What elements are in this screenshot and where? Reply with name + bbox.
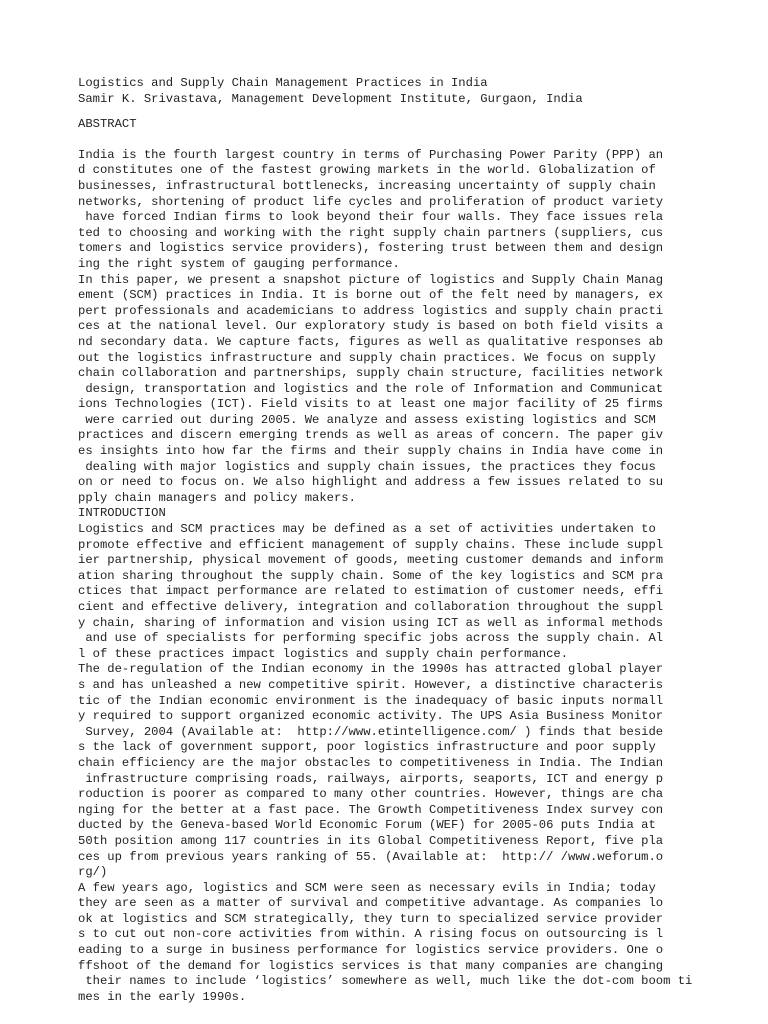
body-line: ement (SCM) practices in India. It is borne out of the felt need by managers, ex — [78, 288, 664, 303]
body-line: ctices that impact performance are related to estimation of customer needs, effi — [78, 584, 664, 599]
body-line: s the lack of government support, poor logistics infrastructure and poor supply — [78, 740, 656, 755]
body-line: networks, shortening of product life cycles and proliferation of product variety — [78, 194, 664, 209]
body-line: mes in the early 1990s. — [78, 989, 247, 1004]
body-line: India is the fourth largest country in terms of Purchasing Power Parity (PPP) an — [78, 147, 664, 162]
paper-title: Logistics and Supply Chain Management Practices in India — [78, 76, 488, 90]
body-line: their names to include ‘logistics’ somewhere as well, much like the dot-com boom ti — [78, 974, 693, 989]
body-line: d constitutes one of the fastest growing markets in the world. Globalization of — [78, 163, 656, 178]
body-line: cient and effective delivery, integration and collaboration throughout the suppl — [78, 600, 664, 614]
body-line: rg/) — [78, 865, 108, 880]
body-line: eading to a surge in business performance for logistics service providers. One o — [78, 943, 664, 958]
body-line: ces up from previous years ranking of 55. (Available at: http:// /www.weforum.o — [78, 849, 664, 864]
body-line: roduction is poorer as compared to many other countries. However, things are cha — [78, 787, 664, 802]
body-line: ffshoot of the demand for logistics services is that many companies are changing — [78, 958, 664, 973]
body-line: on or need to focus on. We also highlight and address a few issues related to su — [78, 475, 664, 490]
body-line: es insights into how far the firms and their supply chains in India have come in — [78, 444, 664, 459]
body-line: l of these practices impact logistics and supply chain performance. — [78, 646, 569, 661]
body-line: ces at the national level. Our exploratory study is based on both field visits a — [78, 319, 664, 334]
body-line: 50th position among 117 countries in its Global Competitiveness Report, five pla — [78, 833, 664, 848]
body-line: nging for the better at a fast pace. The Growth Competitiveness Index survey con — [78, 802, 664, 817]
body-line: tic of the Indian economic environment is the inadequacy of basic inputs normall — [78, 693, 664, 708]
body-line: ions Technologies (ICT). Field visits to at least one major facility of 25 firms — [78, 397, 664, 412]
body-line: y required to support organized economic activity. The UPS Asia Business Monitor — [78, 709, 664, 724]
body-line: tomers and logistics service providers), fostering trust between them and design — [78, 241, 664, 256]
body-line: pert professionals and academicians to address logistics and supply chain practi — [78, 303, 664, 318]
body-line: s and has unleashed a new competitive spirit. However, a distinctive characteris — [78, 677, 664, 692]
body-line: have forced Indian firms to look beyond their four walls. They face issues rela — [78, 210, 664, 225]
body-line: Logistics and SCM practices may be defined as a set of activities undertaken to — [78, 522, 656, 537]
body-line: chain efficiency are the major obstacles to competitiveness in India. The Indian — [78, 755, 664, 770]
body-line: y chain, sharing of information and vision using ICT as well as informal methods — [78, 615, 664, 630]
body-line: s to cut out non-core activities from within. A rising focus on outsourcing is l — [78, 927, 664, 942]
abstract-heading-text: ABSTRACT — [78, 117, 137, 132]
body-line: infrastructure comprising roads, railways, airports, seaports, ICT and energy p — [78, 771, 664, 786]
body-line: The de-regulation of the Indian economy in the 1990s has attracted global player — [78, 662, 664, 677]
body-line: ted to choosing and working with the right supply chain partners (suppliers, cus — [78, 225, 664, 240]
body-line: INTRODUCTION — [78, 506, 166, 521]
abstract-heading — [78, 117, 708, 133]
title-block — [78, 76, 708, 107]
body-text — [78, 148, 708, 1006]
body-line: practices and discern emerging trends as well as areas of concern. The paper giv — [78, 428, 664, 443]
body-line: out the logistics infrastructure and supply chain practices. We focus on supply — [78, 350, 656, 365]
body-line: A few years ago, logistics and SCM were seen as necessary evils in India; today — [78, 880, 656, 895]
body-line: ing the right system of gauging performance. — [78, 256, 400, 271]
body-line: ation sharing throughout the supply chain. Some of the key logistics and SCM pra — [78, 568, 664, 583]
body-line: pply chain managers and policy makers. — [78, 490, 356, 505]
author-affiliation: Samir K. Srivastava, Management Development Institute, Gurgaon, India — [78, 91, 583, 106]
body-line: ier partnership, physical movement of goods, meeting customer demands and inform — [78, 553, 664, 568]
body-line: were carried out during 2005. We analyze and assess existing logistics and SCM — [78, 412, 656, 427]
body-line: promote effective and efficient management of supply chains. These include suppl — [78, 537, 664, 552]
body-line: businesses, infrastructural bottlenecks, increasing uncertainty of supply chain — [78, 178, 656, 193]
body-line: they are seen as a matter of survival and competitive advantage. As companies lo — [78, 896, 664, 911]
body-line: In this paper, we present a snapshot picture of logistics and Supply Chain Manag — [78, 272, 664, 287]
body-line: nd secondary data. We capture facts, figures as well as qualitative responses ab — [78, 334, 664, 349]
body-line: ok at logistics and SCM strategically, they turn to specialized service provider — [78, 911, 664, 926]
body-line: chain collaboration and partnerships, supply chain structure, facilities network — [78, 366, 664, 381]
body-line: design, transportation and logistics and the role of Information and Communicat — [78, 381, 664, 396]
body-line: dealing with major logistics and supply chain issues, the practices they focus — [78, 459, 656, 474]
body-line: ducted by the Geneva-based World Economic Forum (WEF) for 2005-06 puts India at — [78, 818, 656, 833]
body-line: Survey, 2004 (Available at: http://www.etintelligence.com/ ) finds that beside — [78, 724, 664, 739]
body-line: and use of specialists for performing specific jobs across the supply chain. Al — [78, 631, 664, 646]
document-page — [78, 76, 708, 1005]
